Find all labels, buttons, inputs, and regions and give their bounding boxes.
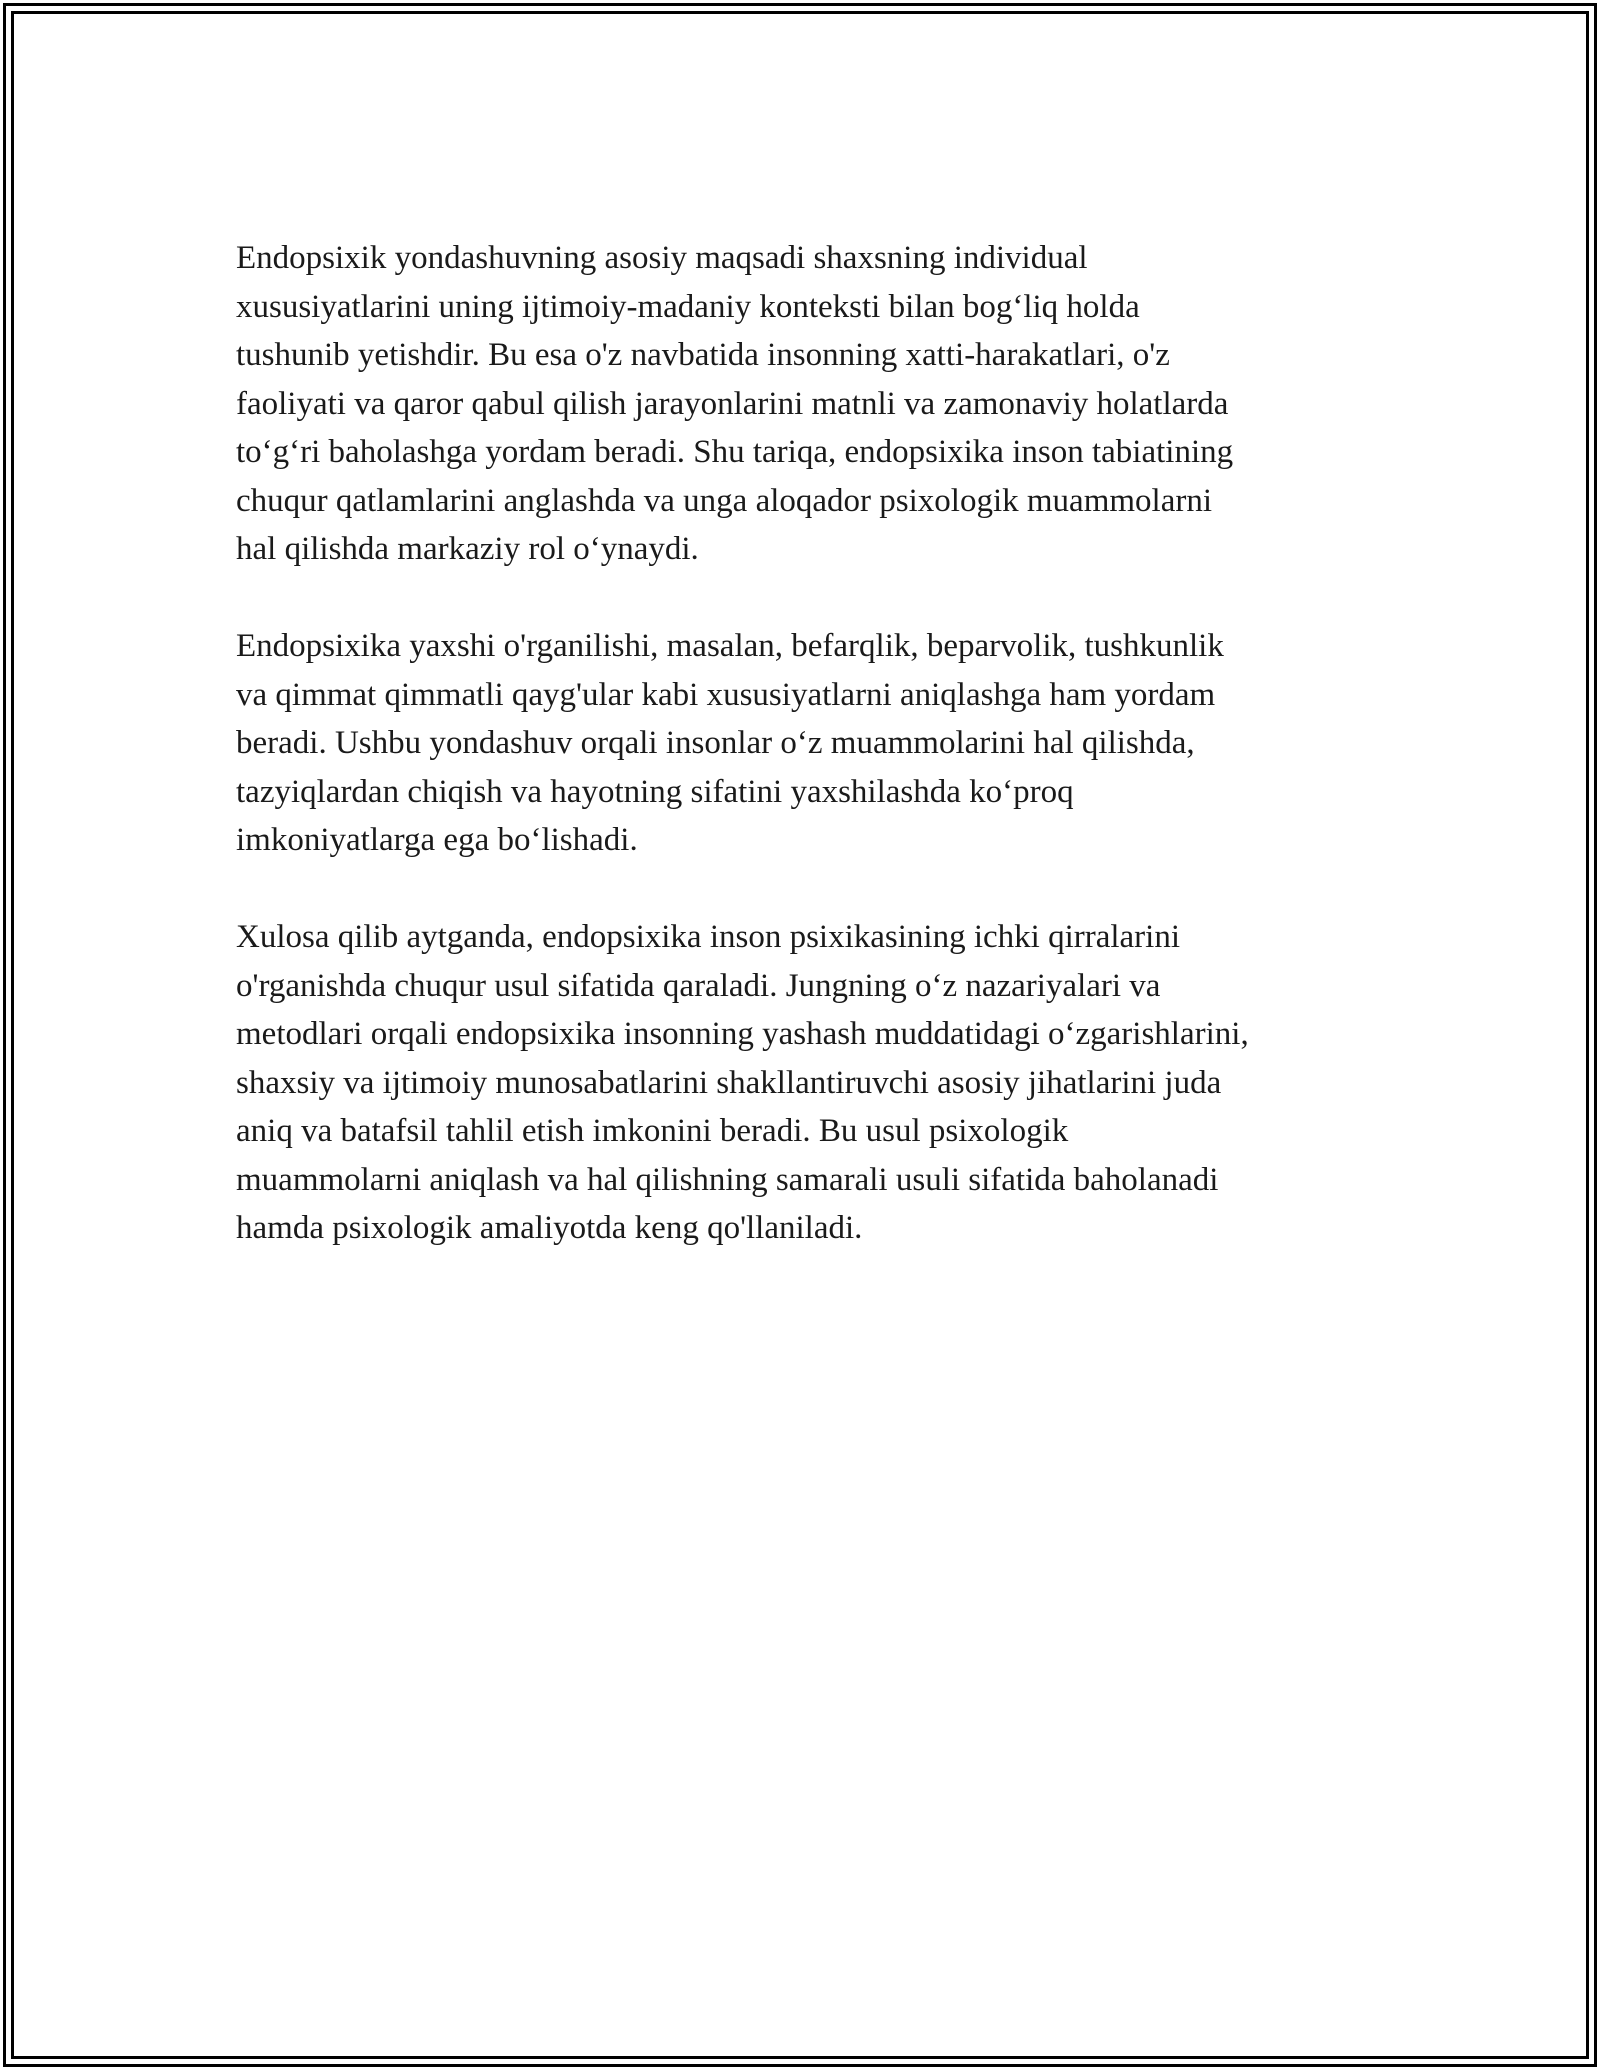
- text-line: muammolarni aniqlash va hal qilishning samarali usuli sifatida baholanadi: [236, 1161, 1219, 1198]
- text-line: shaxsiy va ijtimoiy munosabatlarini shakllantiruvchi asosiy jihatlarini juda: [236, 1064, 1222, 1101]
- text-line: metodlari orqali endopsixika insonning yashash muddatidagi o‘zgarishlarini,: [236, 1016, 1249, 1052]
- document-body: [236, 234, 1386, 1301]
- text-line: faoliyati va qaror qabul qilish jarayonlarini matnli va zamonaviy holatlarda: [236, 385, 1229, 422]
- text-line: chuqur qatlamlarini anglashda va unga aloqador psixologik muammolarni: [236, 482, 1212, 519]
- text-line: hamda psixologik amaliyotda keng qo'llaniladi.: [236, 1210, 863, 1246]
- text-line: xususiyatlarini uning ijtimoiy-madaniy konteksti bilan bog‘liq holda: [236, 288, 1140, 325]
- text-line: hal qilishda markaziy rol o‘ynaydi.: [236, 531, 699, 567]
- text-line: tushunib yetishdir. Bu esa o'z navbatida insonning xatti-harakatlari, o'z: [236, 337, 1170, 373]
- paragraph-3: [236, 913, 1386, 1253]
- paragraph-2: [236, 622, 1386, 865]
- text-line: Endopsixik yondashuvning asosiy maqsadi shaxsning individual: [236, 240, 1088, 276]
- text-line: tazyiqlardan chiqish va hayotning sifatini yaxshilashda ko‘proq: [236, 773, 1074, 810]
- text-line: o'rganishda chuqur usul sifatida qaraladi. Jungning o‘z nazariyalari va: [236, 967, 1161, 1004]
- text-line: beradi. Ushbu yondashuv orqali insonlar o‘z muammolarini hal qilishda,: [236, 725, 1195, 761]
- text-line: Xulosa qilib aytganda, endopsixika inson psixikasining ichki qirralarini: [236, 919, 1181, 955]
- text-line: Endopsixika yaxshi o'rganilishi, masalan, befarqlik, beparvolik, tushkunlik: [236, 628, 1224, 664]
- text-line: to‘g‘ri baholashga yordam beradi. Shu tariqa, endopsixika inson tabiatining: [236, 434, 1234, 470]
- text-line: aniq va batafsil tahlil etish imkonini beradi. Bu usul psixologik: [236, 1113, 1069, 1149]
- text-line: va qimmat qimmatli qayg'ular kabi xususiyatlarni aniqlashga ham yordam: [236, 676, 1216, 713]
- text-line: imkoniyatlarga ega bo‘lishadi.: [236, 822, 638, 858]
- paragraph-1: [236, 234, 1386, 574]
